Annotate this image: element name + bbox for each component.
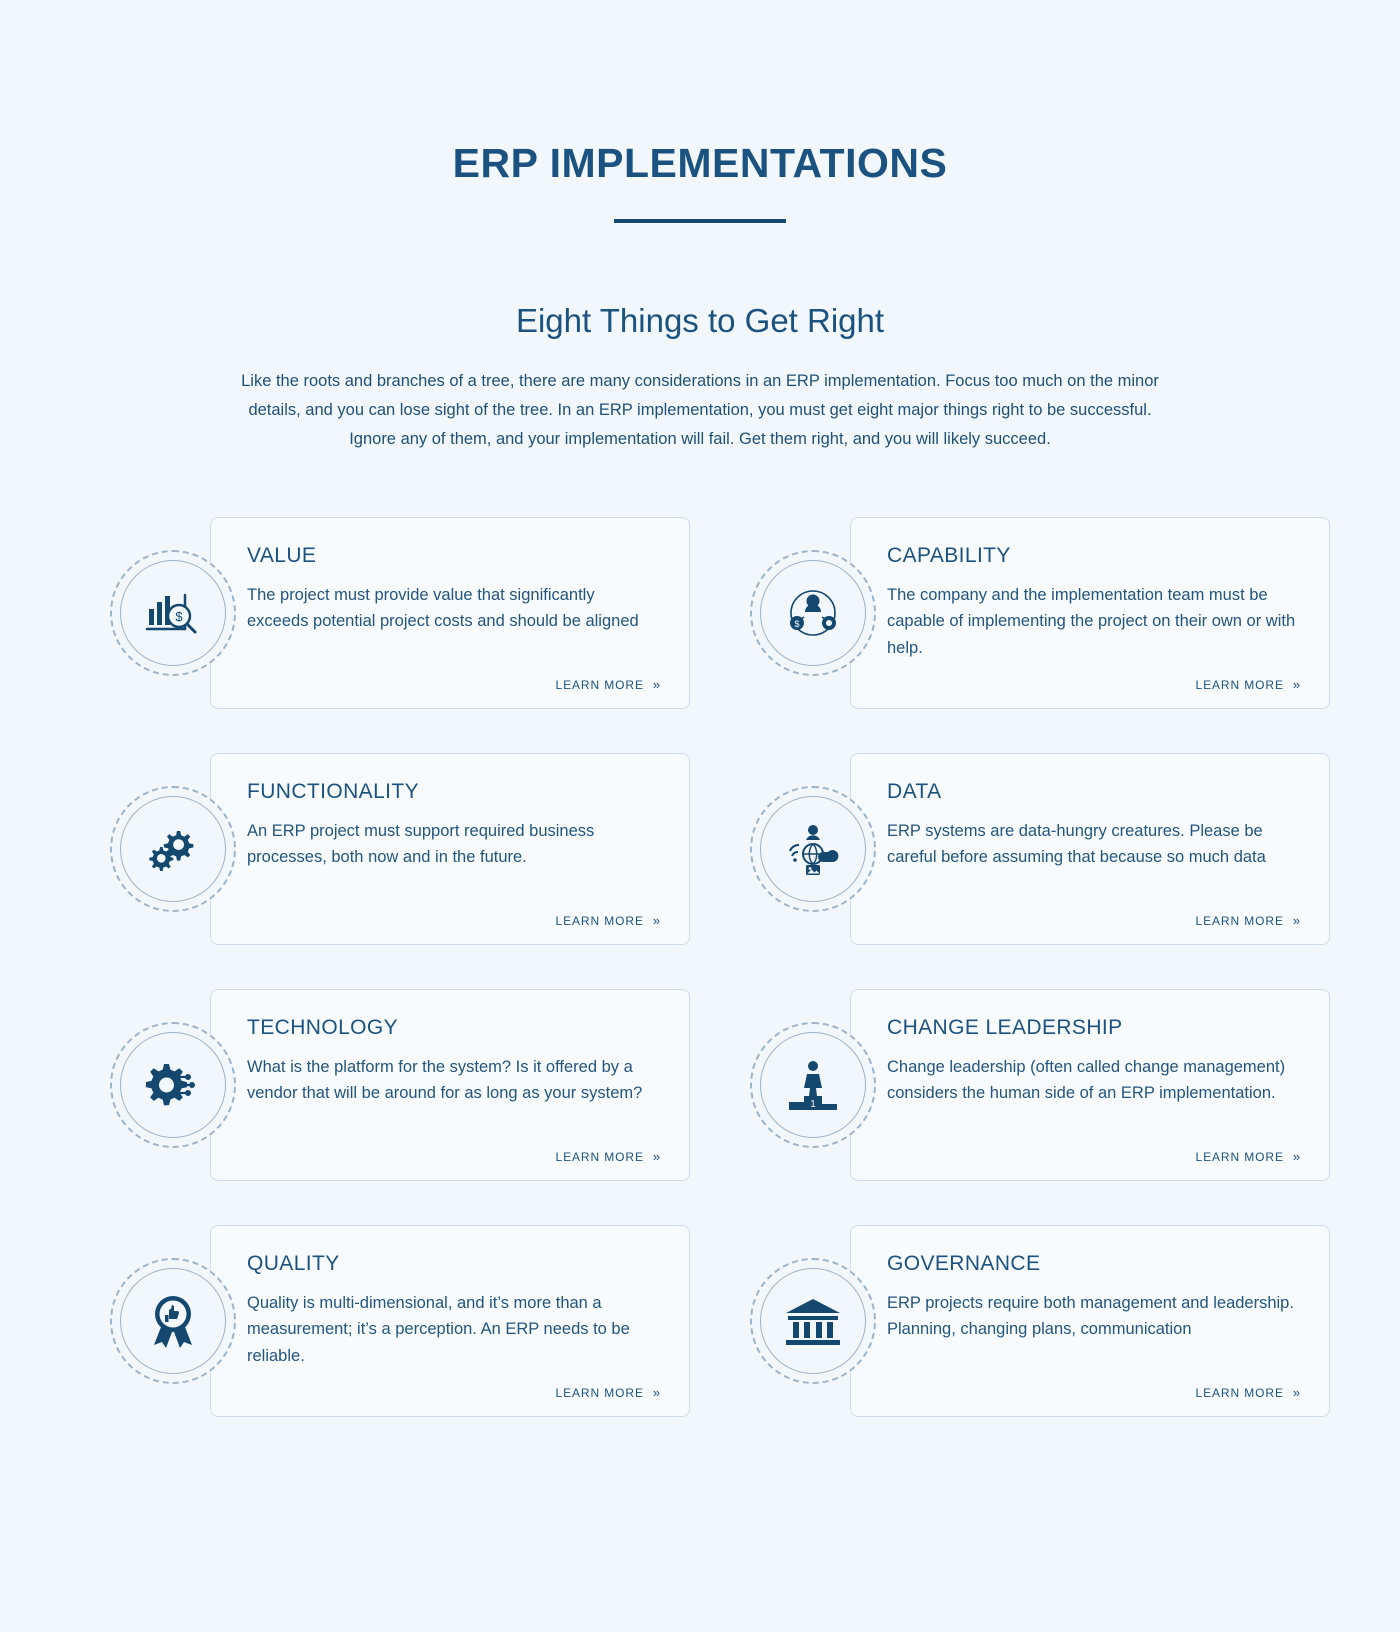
- learn-more-link-capability[interactable]: [1196, 678, 1302, 692]
- learn-more-label: LEARN MORE: [1195, 677, 1284, 692]
- government-building-icon: [782, 1295, 844, 1347]
- card-data[interactable]: [850, 753, 1330, 945]
- card-title: CHANGE LEADERSHIP: [887, 1015, 1123, 1039]
- chevron-right-icon: »: [1292, 1149, 1301, 1165]
- grid-item-quality: [110, 1225, 690, 1417]
- grid-item-value: [110, 517, 690, 709]
- learn-more-label: LEARN MORE: [1195, 1149, 1284, 1164]
- badge-functionality: [110, 786, 236, 912]
- chevron-right-icon: »: [1292, 677, 1301, 693]
- learn-more-label: LEARN MORE: [555, 677, 644, 692]
- learn-more-link-change-leadership[interactable]: [1196, 1150, 1302, 1164]
- card-title: GOVERNANCE: [887, 1251, 1041, 1275]
- badge-change-leadership: [750, 1022, 876, 1148]
- chevron-right-icon: »: [652, 913, 661, 929]
- card-functionality[interactable]: [210, 753, 690, 945]
- card-text: The company and the implementation team must be capable of implementing the project on their own or with help.: [887, 585, 1296, 657]
- learn-more-link-governance[interactable]: [1196, 1386, 1302, 1400]
- learn-more-link-technology[interactable]: [556, 1150, 662, 1164]
- card-title: TECHNOLOGY: [247, 1015, 399, 1039]
- quality-ribbon-icon: [148, 1293, 198, 1349]
- card-technology[interactable]: [210, 989, 690, 1181]
- badge-value: [110, 550, 236, 676]
- grid-item-capability: [750, 517, 1330, 709]
- chart-search-dollar-icon: [145, 589, 201, 637]
- learn-more-label: LEARN MORE: [555, 1149, 644, 1164]
- card-title: QUALITY: [247, 1251, 340, 1275]
- chevron-right-icon: »: [652, 1149, 661, 1165]
- card-text: The project must provide value that significantly exceeds potential project costs and should be aligned: [247, 585, 639, 631]
- card-text: Quality is multi-dimensional, and it’s more than a measurement; it’s a perception. An ERP needs to be reliable.: [247, 1293, 630, 1365]
- learn-more-link-data[interactable]: [1196, 914, 1302, 928]
- gears-icon: [144, 823, 202, 875]
- learn-more-label: LEARN MORE: [1195, 913, 1284, 928]
- learn-more-label: LEARN MORE: [1195, 1385, 1284, 1400]
- grid-item-governance: [750, 1225, 1330, 1417]
- page-subtitle: Eight Things to Get Right: [515, 302, 885, 340]
- learn-more-link-value[interactable]: [556, 678, 662, 692]
- badge-capability: [750, 550, 876, 676]
- data-network-globe-icon: [784, 821, 842, 877]
- svg-text:$: $: [794, 618, 800, 629]
- badge-quality: [110, 1258, 236, 1384]
- learn-more-link-quality[interactable]: [556, 1386, 662, 1400]
- badge-data: [750, 786, 876, 912]
- badge-governance: [750, 1258, 876, 1384]
- chevron-right-icon: »: [1292, 1385, 1301, 1401]
- title-divider: [614, 219, 786, 223]
- card-capability[interactable]: [850, 517, 1330, 709]
- grid-item-data: [750, 753, 1330, 945]
- card-quality[interactable]: [210, 1225, 690, 1417]
- learn-more-label: LEARN MORE: [555, 1385, 644, 1400]
- card-change-leadership[interactable]: [850, 989, 1330, 1181]
- cards-grid: [110, 517, 1301, 1417]
- chevron-right-icon: »: [1292, 913, 1301, 929]
- card-title: VALUE: [247, 543, 317, 567]
- learn-more-link-functionality[interactable]: [556, 914, 662, 928]
- svg-text:1: 1: [810, 1098, 816, 1110]
- card-text: Change leadership (often called change management) considers the human side of an ERP implementation.: [887, 1057, 1286, 1103]
- card-text: An ERP project must support required business processes, both now and in the future.: [247, 821, 595, 867]
- chevron-right-icon: »: [652, 677, 661, 693]
- page-title: ERP IMPLEMENTATIONS: [452, 140, 948, 186]
- card-text: ERP projects require both management and leadership. Planning, changing plans, communication: [887, 1293, 1294, 1339]
- card-title: DATA: [887, 779, 942, 803]
- card-title: CAPABILITY: [887, 543, 1011, 567]
- grid-item-change-leadership: [750, 989, 1330, 1181]
- svg-text:$: $: [175, 608, 183, 624]
- card-governance[interactable]: [850, 1225, 1330, 1417]
- card-text: What is the platform for the system? Is it offered by a vendor that will be around for as long as your system?: [247, 1057, 643, 1103]
- chevron-right-icon: »: [652, 1385, 661, 1401]
- grid-item-functionality: [110, 753, 690, 945]
- card-value[interactable]: [210, 517, 690, 709]
- grid-item-technology: [110, 989, 690, 1181]
- intro-paragraph: Like the roots and branches of a tree, there are many considerations in an ERP implementation. Focus too much on the minor details, and you can lose sight of the tree. In an ERP implementation, you must get eight major things right to be successful. Ignore any of them, and your implementation will fail. Get them right, and you will likely succeed.: [241, 371, 1159, 449]
- card-text: ERP systems are data-hungry creatures. Please be careful before assuming that because so much data: [887, 821, 1266, 867]
- team-capability-icon: [784, 587, 842, 639]
- podium-leader-icon: [787, 1058, 839, 1112]
- card-title: FUNCTIONALITY: [247, 779, 420, 803]
- learn-more-label: LEARN MORE: [555, 913, 644, 928]
- page-header: [0, 0, 1400, 455]
- badge-technology: [110, 1022, 236, 1148]
- gear-circuit-icon: [143, 1060, 203, 1110]
